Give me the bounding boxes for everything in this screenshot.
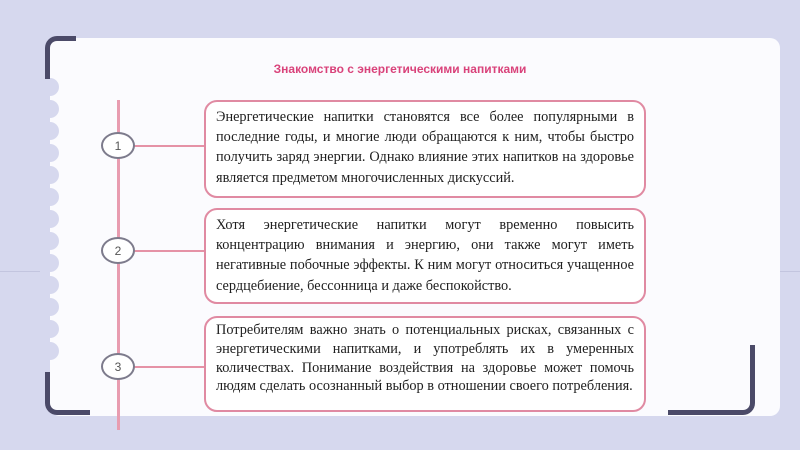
card-notch — [41, 298, 59, 316]
card-notch — [41, 166, 59, 184]
card-notch — [41, 276, 59, 294]
corner-bracket-bottom-left — [45, 372, 90, 415]
card-notch — [41, 320, 59, 338]
card-notch — [41, 100, 59, 118]
card-notch — [41, 144, 59, 162]
step-text-box-1: Энергетические напитки становятся все более популярными в последние годы, и многие люди обращаются к ним, чтобы быстро получить заряд энергии. Однако влияние этих напитков на здоровье является предметом многочисленных дискуссий. — [204, 100, 646, 198]
step-text-box-3: Потребителям важно знать о потенциальных рисках, связанных с энергетическими напитками, и употреблять их в умеренных количествах. Понимание воздействия на здоровье может помочь людям сделать осознанный выбор в отношении своего потребления. — [204, 316, 646, 412]
step-number-2: 2 — [101, 237, 135, 264]
step-text-box-2: Хотя энергетические напитки могут временно повысить концентрацию внимания и энергию, они также могут иметь негативные побочные эффекты. К ним могут относиться учащенное сердцебиение, бессонница и даже беспокойство. — [204, 208, 646, 304]
card-notch — [41, 78, 59, 96]
card-notch — [41, 210, 59, 228]
corner-bracket-top-left — [45, 36, 76, 79]
slide-title: Знакомство с энергетическими напитками — [273, 62, 527, 76]
background-line-left — [0, 271, 40, 272]
card-notch — [41, 188, 59, 206]
card-notch — [41, 122, 59, 140]
corner-bracket-bottom-right — [668, 345, 755, 415]
card-notch — [41, 342, 59, 360]
step-number-3: 3 — [101, 353, 135, 380]
card-notch — [41, 232, 59, 250]
connector-1 — [134, 145, 204, 147]
card-notch — [41, 254, 59, 272]
step-number-1: 1 — [101, 132, 135, 159]
connector-3 — [134, 366, 204, 368]
connector-2 — [134, 250, 204, 252]
